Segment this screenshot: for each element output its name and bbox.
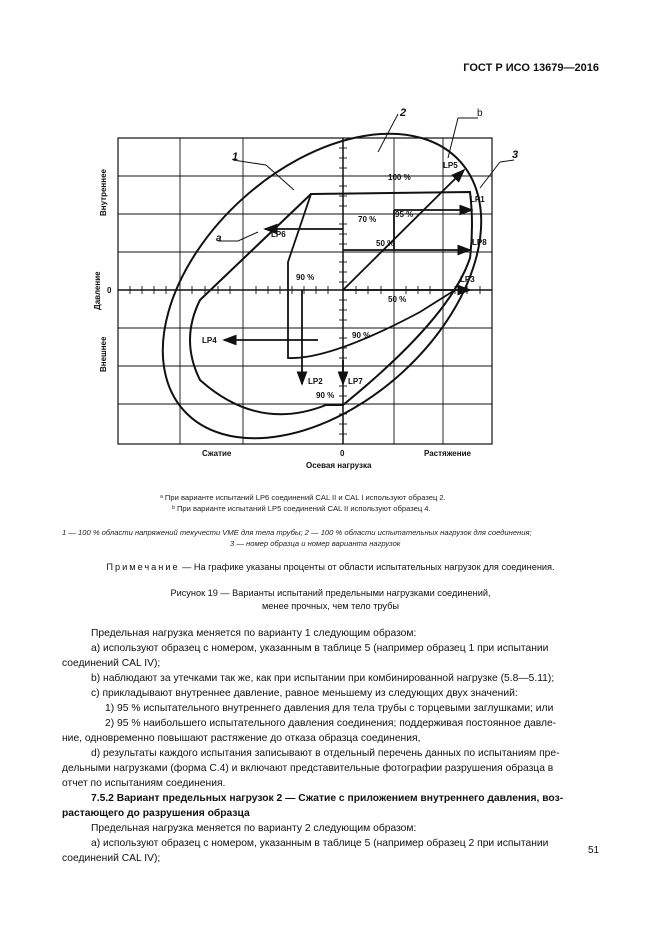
caption-line-2: менее прочных, чем тело трубы xyxy=(261,601,399,611)
lp5-path xyxy=(343,170,464,290)
callout-1: 1 xyxy=(232,151,239,163)
label-lp4: LP4 xyxy=(202,336,217,345)
y-label-internal: Внутреннее xyxy=(99,169,108,216)
para: Предельная нагрузка меняется по варианту 2 следующим образом: xyxy=(91,823,417,834)
pct-70: 70 % xyxy=(358,215,377,224)
y-zero: 0 xyxy=(107,286,112,295)
y-label-external: Внешнее xyxy=(99,336,108,372)
callout-b: b xyxy=(477,108,483,119)
pct-90-left: 90 % xyxy=(296,273,315,282)
para: d) результаты каждого испытания записывают в отдельный перечень данных по испытаниям пре- xyxy=(91,748,560,759)
section-heading: 7.5.2 Вариант предельных нагрузок 2 — Сжатие с приложением внутреннего давления, воз- xyxy=(91,793,564,804)
para: 1) 95 % испытательного внутреннего давления для тела трубы с торцевыми заглушками; или xyxy=(105,703,554,714)
label-lp6: LP6 xyxy=(271,230,286,239)
y-label-pressure: Давление xyxy=(93,271,102,310)
pct-50-upper: 50 % xyxy=(376,239,395,248)
pct-95: 95 % xyxy=(395,210,414,219)
para: соединений CAL IV); xyxy=(62,658,161,669)
label-lp3: LP3 xyxy=(460,275,475,284)
connection-envelope xyxy=(190,192,472,414)
x-zero: 0 xyxy=(340,449,345,458)
para: 2) 95 % наибольшего испытательного давления соединения; поддерживая постоянное давле- xyxy=(105,718,557,729)
axis-ticks xyxy=(130,148,480,434)
footnote-b: ᵇ При варианте испытаний LP5 соединений CAL II используют образец 4. xyxy=(172,504,431,513)
para: с) прикладывают внутреннее давление, равное меньшему из следующих двух значений: xyxy=(91,688,518,699)
x-label-tension: Растяжение xyxy=(424,449,471,458)
para: b) наблюдают за утечками так же, как при испытании при комбинированной нагрузке (5.8—5.11); xyxy=(91,673,555,684)
para: а) используют образец с номером, указанным в таблице 5 (например образец 2 при испытании xyxy=(91,838,549,849)
pct-90-bottom: 90 % xyxy=(316,391,335,400)
x-label-compression: Сжатие xyxy=(202,449,232,458)
callout-3: 3 xyxy=(512,149,519,161)
para: соединений CAL IV); xyxy=(62,853,161,864)
label-lp1: LP1 xyxy=(470,195,485,204)
label-lp7: LP7 xyxy=(348,377,363,386)
body-text xyxy=(62,626,599,866)
para: а) используют образец с номером, указанным в таблице 5 (например образец 1 при испытании xyxy=(91,643,549,654)
callout-a: a xyxy=(216,233,222,244)
page-number: 51 xyxy=(588,845,600,856)
pct-100: 100 % xyxy=(388,173,411,182)
legend-line-1: 1 — 100 % области напряжений текучести VME для тела трубы; 2 — 100 % области испытательных нагрузок для соединения; xyxy=(62,528,532,537)
figure-note xyxy=(0,562,661,572)
footnote-a: ᵃ При варианте испытаний LP6 соединений CAL II и CAL I используют образец 2. xyxy=(160,493,446,502)
label-lp2: LP2 xyxy=(308,377,323,386)
para: отчет по испытаниям соединения. xyxy=(62,778,226,789)
para: Предельная нагрузка меняется по варианту 1 следующим образом: xyxy=(91,628,417,639)
note-text: — На графике указаны проценты от области испытательных нагрузок для соединения. xyxy=(179,562,555,572)
x-axis-title: Осевая нагрузка xyxy=(306,461,372,470)
caption-line-1: Рисунок 19 — Варианты испытаний предельными нагрузками соединений, xyxy=(170,588,491,598)
note-label: Примечание xyxy=(106,562,180,572)
label-lp5: LP5 xyxy=(443,161,458,170)
document-header: ГОСТ Р ИСО 13679—2016 xyxy=(463,62,599,74)
section-heading: растающего до разрушения образца xyxy=(62,808,250,819)
para: дельными нагрузками (форма С.4) и включают представительные фотографии разрушения образца в xyxy=(62,763,554,774)
pct-50-lower: 50 % xyxy=(388,295,407,304)
para: ние, одновременно повышают растяжение до отказа образца соединения, xyxy=(62,733,421,744)
pct-90-mid: 90 % xyxy=(352,331,371,340)
legend-line-2: 3 — номер образца и номер варианта нагрузок xyxy=(230,539,401,548)
label-lp8: LP8 xyxy=(472,238,487,247)
callout-2: 2 xyxy=(400,107,407,119)
